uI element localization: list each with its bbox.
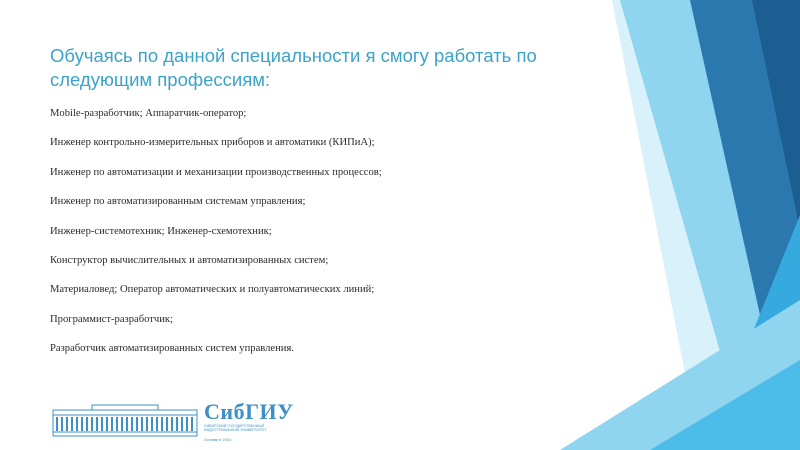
- logo-name: СибГИУ: [204, 399, 294, 424]
- list-item: Конструктор вычислительных и автоматизированных систем;: [50, 254, 329, 266]
- list-item: Разработчик автоматизированных систем управления.: [50, 343, 294, 355]
- logo-subtitle: СИБИРСКИЙ ГОСУДАРСТВЕННЫЙ ИНДУСТРИАЛЬНЫЙ УНИВЕРСИТЕТ: [204, 424, 267, 433]
- list-item: Программист-разработчик;: [50, 313, 173, 325]
- slide-title: Обучаясь по данной специальности я смогу работать по следующим профессиям:: [50, 45, 537, 90]
- profession-list: [50, 107, 590, 372]
- logo-founded: Основан в 1930 г.: [204, 438, 234, 442]
- list-item: Инженер-системотехник; Инженер-схемотехник;: [50, 225, 272, 237]
- list-item: Mobile-разработчик; Аппаратчик-оператор;: [50, 108, 247, 119]
- list-item: Инженер по автоматизированным системам управления;: [50, 196, 306, 208]
- list-item: Инженер контрольно-измерительных приборов и автоматики (КИПиА);: [50, 137, 375, 149]
- list-item: Материаловед; Оператор автоматических и полуавтоматических линий;: [50, 284, 375, 296]
- list-item: Инженер по автоматизации и механизации производственных процессов;: [50, 166, 382, 178]
- building-icon: [52, 404, 198, 438]
- university-logo: [52, 399, 294, 442]
